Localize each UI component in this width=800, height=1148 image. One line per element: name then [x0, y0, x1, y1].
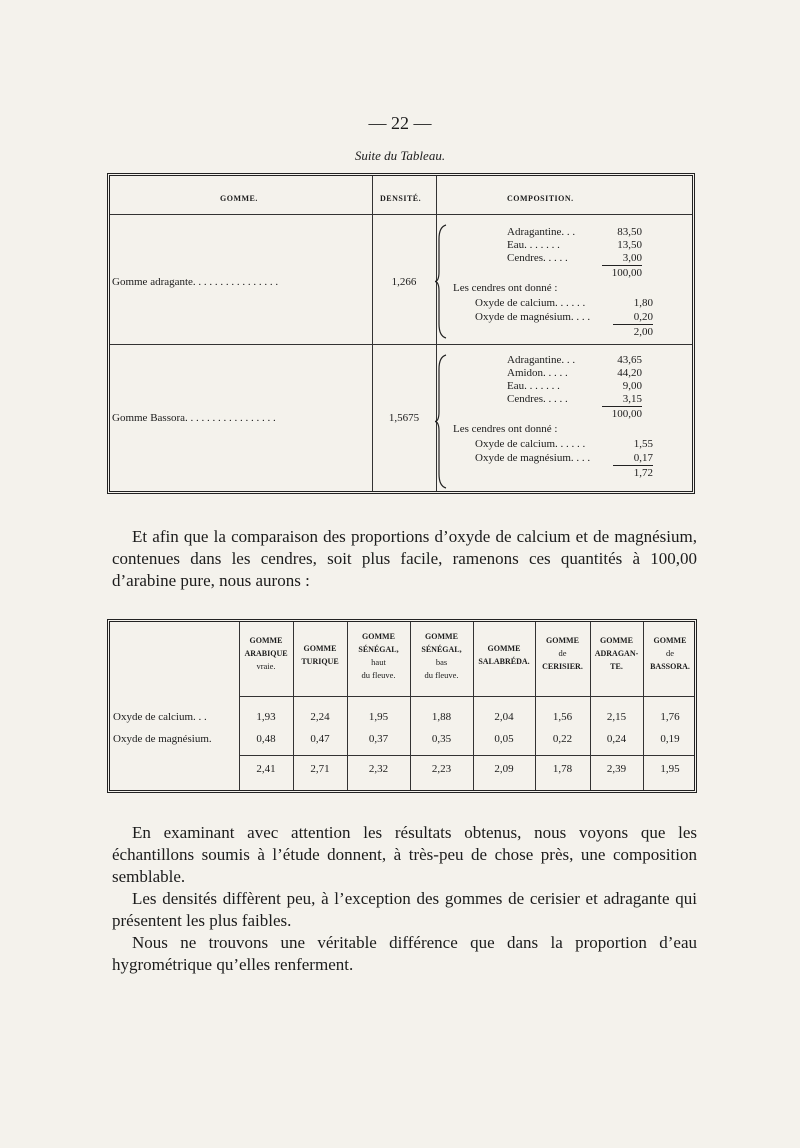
ash-breakdown — [453, 280, 653, 339]
row-label-calcium: Oxyde de calcium. . . — [113, 711, 207, 723]
component-total: 100,00 — [611, 267, 642, 279]
header-composition: COMPOSITION. — [507, 194, 574, 203]
column-header-cerisier: GOMME de CERISIER. — [542, 636, 583, 671]
total-cell: 2,09 — [494, 763, 514, 775]
paragraph-text: Nous ne trouvons une véritable différence que dans la proportion d’eau hygrométrique qu’elles renferment. — [112, 933, 697, 974]
ash-total: 1,72 — [633, 467, 653, 479]
density-adragante: 1,266 — [391, 276, 417, 288]
ash-row: Oxyde de magnésium. . . . 0,20 — [475, 311, 653, 323]
component-row: Cendres. . . . . 3,15 — [507, 393, 642, 405]
table-cell: 1,95 — [368, 711, 389, 723]
total-cell: 2,23 — [431, 763, 452, 775]
oxide-table — [107, 619, 697, 793]
ash-row: Oxyde de calcium. . . . . . 1,80 — [475, 297, 653, 309]
total-cell: 2,32 — [368, 763, 389, 775]
component-row: Eau. . . . . . . 9,00 — [507, 380, 642, 392]
table-cell: 2,24 — [310, 711, 330, 723]
table-caption: Suite du Tableau. — [354, 148, 446, 163]
column-header-senegal-haut: GOMME SÉNÉGAL, haut du fleuve. — [358, 632, 399, 680]
column-header-arabique: GOMME ARABIQUE vraie. — [244, 636, 288, 671]
column-header-adragante: GOMME ADRAGAN- TE. — [594, 636, 639, 671]
brace-icon — [435, 224, 447, 339]
brace-icon — [435, 354, 447, 489]
table-cell: 1,76 — [660, 711, 680, 723]
table-cell: 1,93 — [256, 711, 276, 723]
table-cell: 1,56 — [552, 711, 573, 723]
row-label-bassora: Gomme Bassora. . . . . . . . . . . . . . . . . — [112, 412, 276, 424]
row-label-adragante: Gomme adragante. . . . . . . . . . . . . . . . — [112, 276, 279, 288]
total-cell: 2,41 — [256, 763, 276, 775]
column-header-senegal-bas: GOMME SÉNÉGAL, bas du fleuve. — [421, 632, 462, 680]
header-gomme: GOMME. — [220, 194, 258, 203]
component-total: 100,00 — [611, 408, 642, 420]
component-row: Cendres. . . . . 3,00 — [507, 252, 642, 264]
header-divider — [239, 696, 694, 697]
conclusion-text — [112, 822, 697, 976]
composition-list — [507, 354, 642, 421]
column-header-turique: GOMME TURIQUE — [301, 644, 339, 666]
paragraph-text: Les densités diffèrent peu, à l’exception des gommes de cerisier et adragante qui présentent les plus faibles. — [112, 889, 697, 930]
total-cell: 1,95 — [660, 763, 680, 775]
table-cell: 0,47 — [310, 733, 330, 745]
table-cell: 0,22 — [552, 733, 573, 745]
component-row: Adragantine. . . 43,65 — [507, 354, 642, 366]
header-divider — [110, 214, 692, 215]
ash-total: 2,00 — [633, 326, 653, 338]
table-cell: 0,24 — [606, 733, 627, 745]
table-cell: 2,15 — [606, 711, 627, 723]
table-cell: 0,48 — [256, 733, 276, 745]
paragraph-text: En examinant avec attention les résultats obtenus, nous voyons que les échantillons soumis à l’étude donnent, à très-peu de chose près, une composition semblable. — [112, 823, 697, 886]
column-header-salabreda: GOMME SALABRÉDA. — [478, 644, 530, 666]
density-bassora: 1,5675 — [388, 412, 420, 424]
table-cell: 0,19 — [660, 733, 680, 745]
total-cell: 1,78 — [552, 763, 573, 775]
table-cell: 0,37 — [368, 733, 389, 745]
ash-row: Oxyde de calcium. . . . . . 1,55 — [475, 438, 653, 450]
total-cell: 2,71 — [310, 763, 330, 775]
component-row: Amidon. . . . . 44,20 — [507, 367, 642, 379]
column-header-bassora: GOMME de BASSORA. — [650, 636, 690, 671]
row-label-magnesium: Oxyde de magnésium. — [113, 733, 212, 745]
total-divider — [239, 755, 694, 756]
paragraph-text: Et afin que la comparaison des proportions d’oxyde de calcium et de magnésium, contenues dans les cendres, soit plus facile, ramenons ces quantités à 100,00 d’arabine pure, nous aurons : — [112, 527, 697, 590]
column-divider — [372, 176, 373, 491]
table-cell: 0,05 — [494, 733, 514, 745]
ash-breakdown — [453, 421, 653, 480]
row-divider — [110, 344, 692, 345]
page-number: — 22 — — [368, 113, 432, 133]
component-row: Eau. . . . . . . 13,50 — [507, 239, 642, 251]
header-densite: DENSITÉ. — [380, 194, 422, 203]
total-cell: 2,39 — [606, 763, 627, 775]
table-cell: 2,04 — [494, 711, 514, 723]
table-cell: 0,35 — [431, 733, 452, 745]
component-row: Adragantine. . . 83,50 — [507, 226, 642, 238]
ash-label: Les cendres ont donné : — [453, 282, 558, 294]
ash-row: Oxyde de magnésium. . . . 0,17 — [475, 452, 653, 464]
ash-label: Les cendres ont donné : — [453, 423, 558, 435]
intro-paragraph — [112, 526, 697, 592]
composition-list — [507, 226, 642, 280]
composition-table — [107, 173, 695, 494]
table-cell: 1,88 — [431, 711, 452, 723]
